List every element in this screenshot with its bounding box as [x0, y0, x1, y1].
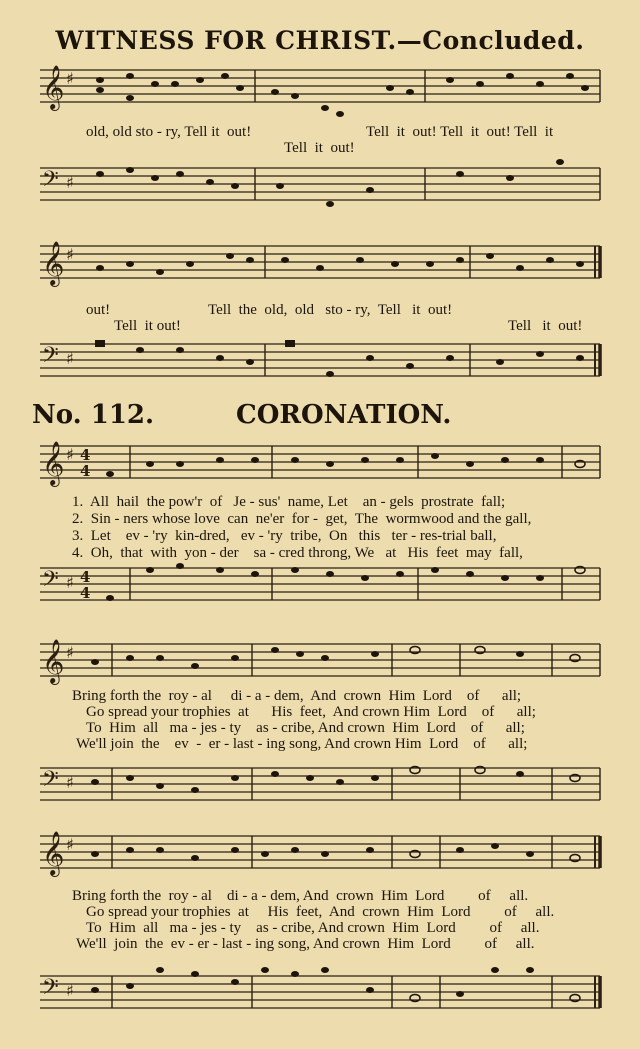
staff-system-1 — [40, 65, 600, 117]
lyric-text: out! — [86, 302, 111, 318]
svg-text:4: 4 — [80, 446, 91, 464]
svg-text:𝄢: 𝄢 — [42, 767, 59, 797]
svg-text:♯: ♯ — [66, 173, 74, 192]
refrain-line — [0, 720, 640, 736]
verse-text: 4. Oh, that with yon - der sa - cred throng, We at His feet may fall, — [72, 545, 523, 561]
refrain-text: Go spread your trophies at His feet, And crown Him Lord of all. — [86, 904, 555, 920]
svg-text:𝄢: 𝄢 — [42, 567, 59, 597]
staff-coronation-2 — [40, 639, 600, 685]
lyrics-line — [0, 124, 640, 140]
refrain-text: We'll join the ev - er - last - ing song, And crown Him Lord of all. — [76, 936, 535, 952]
lyric-text: Tell it out! Tell it out! Tell it — [366, 124, 554, 140]
svg-text:𝄢: 𝄢 — [42, 167, 59, 197]
lyric-text: Tell it out! — [114, 318, 181, 334]
staff-system-1-bass — [40, 159, 600, 207]
staff-coronation-3-bass — [40, 967, 600, 1008]
lyrics-line — [0, 140, 640, 156]
svg-text:♯: ♯ — [66, 245, 74, 264]
verse-line — [0, 528, 640, 544]
refrain-text: We'll join the ev - er - last - ing song, And crown Him Lord of all; — [76, 736, 528, 752]
refrain-text: To Him all ma - jes - ty as - cribe, And crown Him Lord of all. — [86, 920, 540, 936]
svg-text:𝄞: 𝄞 — [42, 831, 65, 875]
svg-text:♯: ♯ — [66, 445, 74, 464]
refrain-line — [0, 704, 640, 720]
verse-text: 3. Let ev - 'ry kin-dred, ev - 'ry tribe, On this ter - res-trial ball, — [72, 528, 497, 544]
svg-text:𝄞: 𝄞 — [42, 441, 65, 485]
page-title: WITNESS FOR CHRIST.—Concluded. — [55, 26, 585, 55]
refrain-line — [0, 904, 640, 920]
lyric-text: Tell it out! — [284, 140, 355, 156]
staff-coronation-1-bass — [40, 563, 600, 602]
svg-text:4: 4 — [80, 462, 91, 480]
svg-text:♯: ♯ — [66, 573, 74, 592]
svg-text:4: 4 — [80, 568, 91, 586]
svg-text:𝄞: 𝄞 — [42, 65, 65, 109]
refrain-line — [0, 888, 640, 904]
staff-coronation-1 — [40, 441, 600, 487]
svg-text:𝄞: 𝄞 — [42, 241, 65, 285]
svg-text:𝄢: 𝄢 — [42, 343, 59, 373]
hymn-number: No. 112. — [32, 400, 155, 430]
refrain-line — [0, 936, 640, 952]
lyric-text: Tell the old, old sto - ry, Tell it out! — [208, 302, 453, 318]
svg-text:♯: ♯ — [66, 835, 74, 854]
refrain-text: Bring forth the roy - al di - a - dem, And crown Him Lord of all; — [72, 688, 522, 704]
verse-text: 1. All hail the pow'r of Je - sus' name, Let an - gels prostrate fall; — [72, 494, 506, 510]
verse-text: 2. Sin - ners whose love can ne'er for - get, The wormwood and the gall, — [72, 511, 532, 527]
svg-text:♯: ♯ — [66, 69, 74, 88]
refrain-line — [0, 736, 640, 752]
lyric-text: Tell it out! — [508, 318, 583, 334]
verse-line — [0, 545, 640, 561]
svg-text:♯: ♯ — [66, 773, 74, 792]
lyrics-line — [0, 318, 640, 334]
staff-system-2 — [40, 241, 600, 287]
staff-coronation-3 — [40, 831, 600, 877]
svg-text:𝄢: 𝄢 — [42, 975, 59, 1005]
svg-text:4: 4 — [80, 584, 91, 602]
refrain-text: Bring forth the roy - al di - a - dem, And crown Him Lord of all. — [72, 888, 529, 904]
verse-line — [0, 494, 640, 510]
hymn-title: CORONATION. — [236, 400, 452, 430]
lyrics-line — [0, 302, 640, 318]
staff-coronation-2-bass — [40, 767, 600, 801]
svg-text:♯: ♯ — [66, 643, 74, 662]
svg-text:𝄞: 𝄞 — [42, 639, 65, 683]
refrain-text: To Him all ma - jes - ty as - cribe, And crown Him Lord of all; — [86, 720, 525, 736]
svg-text:♯: ♯ — [66, 349, 74, 368]
svg-text:♯: ♯ — [66, 981, 74, 1000]
refrain-line — [0, 920, 640, 936]
refrain-line — [0, 688, 640, 704]
staff-system-2-bass — [40, 340, 600, 377]
verse-line — [0, 511, 640, 527]
lyric-text: old, old sto - ry, Tell it out! — [86, 124, 252, 140]
refrain-text: Go spread your trophies at His feet, And crown Him Lord of all; — [86, 704, 536, 720]
